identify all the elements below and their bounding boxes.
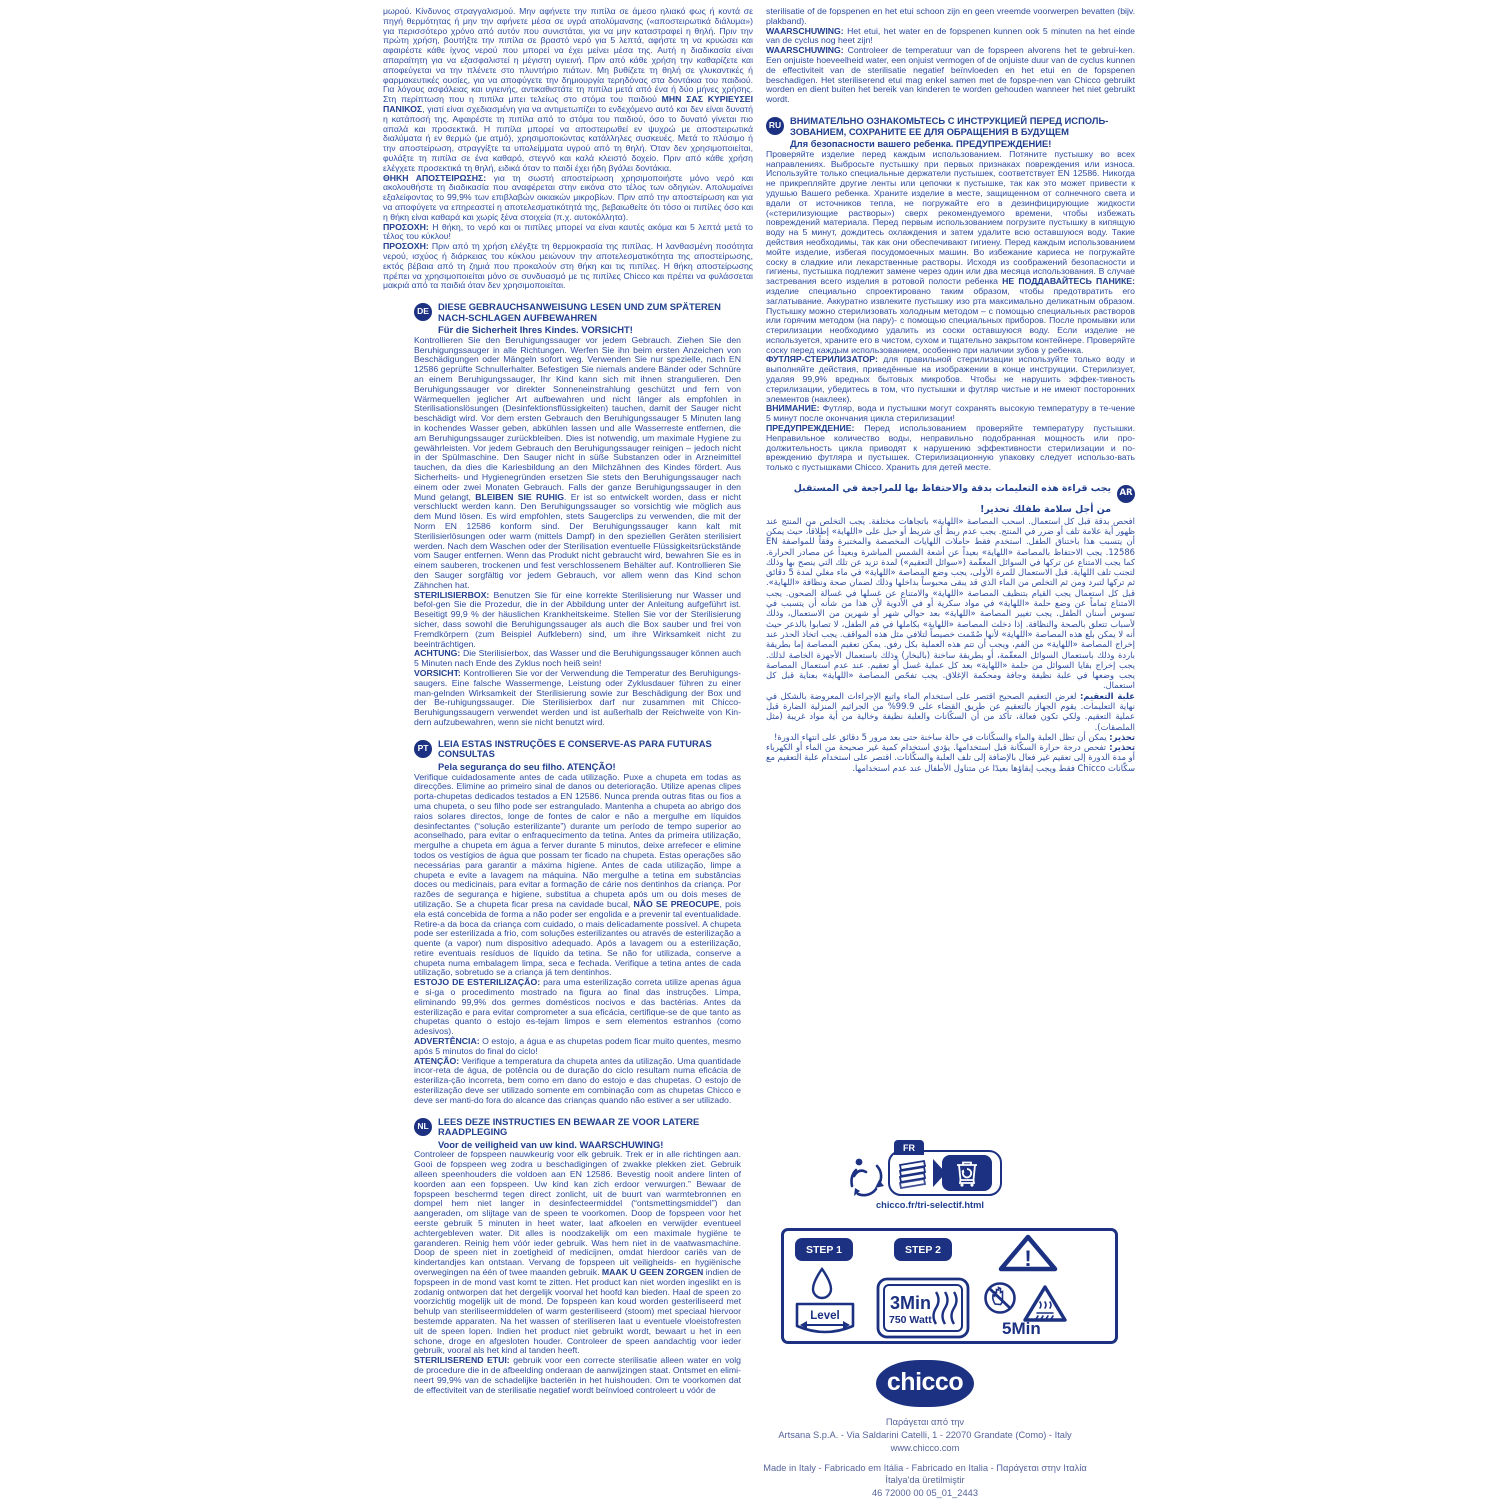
svg-text:Level: Level xyxy=(810,1310,840,1322)
section-de xyxy=(414,302,741,728)
cooldown-time-label: 5Min xyxy=(1002,1319,1041,1338)
nlc-paragraph-2: WAARSCHUWING: Controleer de temperatuur van de fopspeen alvorens het te gebrui-ken. Een onjuiste hoeveelheid water, een onjuist vermogen of de onjuiste duur van de cyclus kunnen de effectiviteit van de sterilisatie negatief beïnvloeden en het etui en de fopspenen beschadigen. Het steriliserend etui mag enkel samen met de fopspe-nen van Chicco gebruikt worden en dient buiten het bereik van kinderen te worden gehouden wanneer het niet gebruikt wordt. xyxy=(766,45,1135,105)
warning-triangle-icon xyxy=(997,1233,1059,1273)
de-paragraph-3-label: VORSICHT: xyxy=(414,667,461,678)
ar-subtitle: من أجل سلامة طفلك تحذير! xyxy=(980,504,1111,516)
nlc-paragraph-0: sterilisatie of de fopspenen en het etui schoon zijn en geen vreemde voorwerpen bevatten (bijv. plakband). xyxy=(766,6,1135,26)
svg-text:!: ! xyxy=(1024,1246,1032,1271)
ru-paragraph-3: ПРЕДУПРЕЖДЕНИЕ: Перед использованием проверяйте температуру пустышки. Неправильное количество воды, неправильно подобранная мощность или про-должительность цикла приводят к нарушению эффективности стерилизации и по-вреждению футляра и пустышек. Стерилизационную упаковку следует использо-вать только с пустышками Chicco. Хранить для детей месте. xyxy=(766,423,1136,473)
nlc-paragraph-1: WAARSCHUWING: Het etui, het water en de fopspenen kunnen ook 5 minuten na het einde van de cyclus nog heet zijn! xyxy=(766,25,1135,46)
manufacturer-address: Artsana S.p.A. - Via Saldarini Catelli, 1 - 22070 Grandate (Como) - Italy xyxy=(778,1430,1072,1440)
sterilization-steps-box xyxy=(781,1228,1118,1344)
pt-paragraph-1-label: ESTOJO DE ESTERILIZAÇÃO: xyxy=(414,977,541,988)
nlc-paragraph-2-label: WAARSCHUWING: xyxy=(766,45,844,56)
hot-surface-icon xyxy=(1022,1284,1068,1324)
el-paragraph-3-label: ΠΡΟΣΟΧΗ: xyxy=(383,241,429,252)
nl-paragraph-1: STERILISEREND ETUI: gebruik voor een correcte sterilisatie alleen water en volg de procedure die in de afbeelding onderaan de aanwijzingen staat. Ontsmet en elimi-neert 99,9% van de schadelijke bacteriën in het huishouden. Om te voorkomen dat de effectiviteit van de sterilisatie negatief wordt beïnvloed controleert u vóór de xyxy=(414,1355,742,1395)
de-paragraph-1-label: STERILISIERBOX: xyxy=(414,589,490,600)
ar-paragraph-2: تحذير: يمكن أن تظل العلبة والماء والسكّانات في حالة ساخنة حتى بعد مرور 5 دقائق على انتهاء الدورة! xyxy=(773,731,1135,742)
el-paragraph-1-label: ΘΗΚΗ ΑΠΟΣΤΕΙΡΩΣΗΣ: xyxy=(383,172,487,183)
nlc-paragraph-1-label: WAARSCHUWING: xyxy=(766,25,844,36)
pt-section-header xyxy=(414,739,741,760)
section-nlc xyxy=(766,7,1135,105)
ru-paragraph-0: Проверяйте изделие перед каждым использованием. Потяните пустышку во всех направлениях. Выбросьте пустышку при первых признаках повреждения или износа. Используйте только специальные держатели пустышек, соответствует EN 12586. Никогда не прикрепляйте другие ленты или цепочки к пустышке, так как это может привести к удушью Вашего ребенка. Храните изделие в месте, защищенном от солнечного света и вдали от источников тепла, не погружайте его в дезинфицирующие жидкости («стерилизующие растворы») сверх рекомендуемого времени, чтобы избежать повреждений материала. Перед первым использованием погрузите пустышку в кипящую воду на 5 минут, дождитесь охлаждения и затем удалите всю оставшуюся воду. Такие действия необходимы, так как они обеспечивают гигиену. Перед каждым использованием мойте изделие, избегая посудомоечных машин. Во избежание кариеса не погружайте соску в сладкие или лекарственные растворы. Исходя из соображений безопасности и гигиены, пустышка подлежит замене через один или два месяца использования. В случае застревания всего изделия в ротовой полости ребенка НЕ ПОДДАВАЙТЕСЬ ПАНИКЕ: изделие специально спроектировано таким образом, чтобы предотвратить его заглатывание. Аккуратно извлеките пустышку изо рта максимально деликатным образом. Пустышку можно стерилизовать холодным методом – с помощью специальных растворов или горячим методом (на пару)- с помощью специальных приборов. После промывки или стерилизации необходимо удалить из соски оставшуюся воду. Если изделие не используется, храните его в чистом, сухом и тщательно закрытом контейнере. Проверяйте соску перед каждым использованием, особенно при наличии зубов у ребенка. xyxy=(766,148,1135,355)
microwave-icon xyxy=(876,1277,970,1339)
pt-paragraph-2: ADVERTÊNCIA: O estojo, a água e as chupetas podem ficar muito quentes, mesmo após 5 minutos do final do ciclo! xyxy=(414,1036,741,1056)
bin-icon xyxy=(954,1159,980,1187)
ru-language-badge: RU xyxy=(766,117,784,135)
ar-paragraph-1: علبة التعقيم: لغرض التعقيم الصحيح اقتصر على استخدام الماء واتبع الإجراءات المعروضة بالشكل في نهاية التعليمات. يقوم الجهاز بالتعقيم عن طريق القضاء على 99.9% من الجراثيم المنزلية الضارة قبل عملية التعقيم. ولكي تكون فعالة، تأكد من أن السكّانات والعلبة نظيفة وخالية من أية مواد غريبة (مثل الملصقات). xyxy=(766,690,1135,732)
fr-sorting-icon xyxy=(888,1150,1002,1196)
nl-title: LEES DEZE INSTRUCTIES EN BEWAAR ZE VOOR LATERE RAADPLEGING xyxy=(438,1115,700,1138)
section-el xyxy=(383,7,753,291)
pt-paragraph-2-label: ADVERTÊNCIA: xyxy=(414,1036,480,1047)
svg-text:750 Watt: 750 Watt xyxy=(889,1314,932,1326)
ar-section-header xyxy=(766,484,1135,503)
ru-paragraph-2: ВНИМАНИЕ: Футляр, вода и пустышки могут сохранять высокую температуру в те-чение 5 минут после окончания цикла стерилизации! xyxy=(766,403,1135,424)
section-ar xyxy=(766,484,1135,773)
ar-paragraph-1-label: علبة التعقيم: xyxy=(1080,690,1135,701)
pt-paragraph-3-label: ATENÇÃO: xyxy=(414,1055,460,1066)
de-title: DIESE GEBRAUCHSANWEISUNG LESEN UND ZUM SPÄTEREN NACH-SCHLAGEN AUFBEWAHREN xyxy=(438,301,721,323)
step2-badge: STEP 2 xyxy=(894,1238,952,1261)
nl-paragraph-0: Controleer de fopspeen nauwkeurig voor elk gebruik. Trek er in alle richtingen aan. Gooi de fopspeen weg zodra u beschadigingen of zwakke plekken ziet. Gebruik alleen speenhouders die voldoen aan EN 12586. Bevestig nooit andere linten of koorden aan een fopspeen. Uw kind kan zich erdoor verwurgen.” Bewaar de fopspeen beschermd tegen direct zonlicht, uit de buurt van warmtebronnen en dompel hem niet langer in desinfecteermiddel (“ontsmettingsmiddel”) dan aangeraden, om slijtage van de speen te voorkomen. Doop de fopspeen voor het eerste gebruik 5 minuten in heet water, laat afkoelen en verwijder eventueel achtergebleven water. Dit alles is noodzakelijk om een maximale hygiëne te garanderen. Reinig hem vóór ieder gebruik. Was hem niet in de vaatwasmachine. Doop de speen niet in zoetigheid of medicijnen, omdat hierdoor cariës van de kindertandjes kan ontstaan. Vervang de fopspeen uit veiligheids- en hygiënische overwegingen na één of twee maanden gebruik. MAAK U GEEN ZORGEN indien de fopspeen in de mond vast komt te zitten. Het product kan niet worden ingeslikt en is zodanig ontworpen dat het dergelijk voorval het hoofd kan bieden. Haal de speen zo voorzichtig mogelijk uit de mond. De fopspeen kan koud worden gesteriliseerd met behulp van steriliseermiddelen of warm gesteriliseerd (stoom) met speciaal hiervoor bestemde apparaten. Na het wassen of steriliseren laat u eventuele vloeistofresten uit de speen lopen. Indien het product niet gebruikt wordt, bewaart u het in een schone, droge en afgesloten houder. Controleer de speen aandachtig voor ieder gebruik, vooral als het kind al tanden heeft. xyxy=(414,1149,741,1356)
el-paragraph-2-label: ΠΡΟΣΟΧΗ: xyxy=(383,221,429,232)
de-subtitle: Für die Sicherheit Ihres Kindes. VORSICHT! xyxy=(438,324,633,336)
ar-paragraph-3: تحذير: تفحص درجة حرارة السكّانة قبل استخدامها. يؤدي استخدام كمية غير صحيحة من الماء أو الكهرباء أو مدة الدورة إلى تعقيم غير فعال بالإضافة إلى تلف العلبة والسكّانات. اقتصر على استخدام علبة التعقيم مع سكّانات Chicco فقط ويجب إبقاؤها بعيدًا عن متناول الأطفال عند عدم استخدامها. xyxy=(766,742,1135,773)
nl-section-header xyxy=(414,1117,741,1138)
ar-title: يجب قراءة هذه التعليمات بدقة والاحتفاظ بها للمراجعة في المستقبل xyxy=(793,483,1111,495)
de-paragraph-3: VORSICHT: Kontrollieren Sie vor der Verwendung die Temperatur des Beruhigungs-saugers. Eine falsche Wassermenge, Leistung oder Zyklusdauer führen zu einer man-gelnden Wirksamkeit der Sterilisierung sowie zur Beschädigung der Box und der Be-ruhigungssauger. Die Sterilisierbox darf nur zusammen mit Chicco-Beruhigungssaugern verwendet werden und ist außerhalb der Reichweite von Kin-dern aufzubewahren, wenn sie nicht benutzt wird. xyxy=(414,667,741,727)
ru-paragraph-3-label: ПРЕДУПРЕЖДЕНИЕ: xyxy=(766,423,855,434)
leaflet-icon xyxy=(895,1157,929,1189)
ru-title: ВНИМАТЕЛЬНО ОЗНАКОМЬТЕСЬ С ИНСТРУКЦИЕЙ ПЕРЕД ИСПОЛЬ-ЗОВАНИЕМ, СОХРАНИТЕ ЕЕ ДЛЯ ОБРАЩЕНИЯ В БУДУЩЕМ xyxy=(790,114,1109,137)
section-ru xyxy=(766,116,1135,473)
de-language-badge: DE xyxy=(414,303,432,321)
no-touch-icon xyxy=(983,1281,1017,1315)
el-paragraph-1: ΘΗΚΗ ΑΠΟΣΤΕΙΡΩΣΗΣ: για τη σωστή αποστείρωση χρησιμοποιήστε μόνο νερό και ακολουθήστε τη διαδικασία που αναφέρεται στην εικόνα στο τέλος των οδηγιών. Απολυμαίνει εξαλείφοντας το 99,9% των επιβλαβών οικιακών μικροβίων. Πριν από την αποστείρωση και για να αποφύγετε να επηρεαστεί η αποτελεσματικότητά της, βεβαιωθείτε ότι τόσο οι πιπίλες όσο και η θήκη είναι καθαρά και χωρίς ξένα στοιχεία (π.χ. αυτοκόλλητα). xyxy=(383,172,753,222)
made-in-line-1: Made in Italy - Fabricado em Itália - Fabricado en Italia - Παράγεται στην Ιταλία xyxy=(763,1463,1087,1473)
pt-paragraph-1: ESTOJO DE ESTERILIZAÇÃO: para uma esterilização correta utilize apenas água e si-ga o procedimento mostrado na figura ao final das instruções. Limpa, eliminando 99,9% dos germes domésticos nocivos e das bactérias. Antes da esterilização e para evitar comprometer a sua eficácia, certifique-se de que tanto as chupetas quanto o estojo es-tejam limpos e sem elementos estranhos (como adesivos). xyxy=(414,977,742,1037)
product-code: 46 72000 00 05_01_2443 xyxy=(872,1488,978,1498)
ru-section-header xyxy=(766,116,1135,137)
nl-paragraph-1-label: STERILISEREND ETUI: xyxy=(414,1355,510,1366)
el-paragraph-2: ΠΡΟΣΟΧΗ: Η θήκη, το νερό και οι πιπίλες μπορεί να είναι καυτές ακόμα και 5 λεπτά μετά το τέλος του κύκλου! xyxy=(383,221,753,242)
pt-paragraph-3: ATENÇÃO: Verifique a temperatura da chupeta antes da utilização. Uma quantidade incor-reta de água, de potência ou de duração do ciclo resultam numa eficácia de esteriliza-ção incorreta, bem como em dano do estojo e das chupetas. O estojo de esterilização deve ser utilizado somente em combinação com as chupetas Chicco e deve ser manti-do fora do alcance das crianças quando não estiver a ser utilizado. xyxy=(414,1055,741,1105)
made-by-line: Παράγεται από την xyxy=(885,1417,965,1427)
de-paragraph-0: Kontrollieren Sie den Beruhigungssauger vor jedem Gebrauch. Ziehen Sie den Beruhigungssauger in alle Richtungen. Werfen Sie ihn beim ersten Anzeichen von Beschädigungen oder Mängeln sofort weg. Verwenden Sie nur spezielle, nach EN 12586 geprüfte Schnullerhalter. Befestigen Sie niemals andere Bänder oder Schnüre an einem Beruhigungssauger, Ihr Kind kann sich mit ihnen strangulieren. Den Beruhigungssauger vor direkter Sonneneinstrahlung geschützt und fern von Wärmequellen jeglicher Art aufbewahren und nicht länger als empfohlen in Sterilisationslösungen (Desinfektionsflüssigkeiten) tauchen, damit der Sauger nicht beschädigt wird. Vor dem ersten Gebrauch den Beruhigungssauger 5 Minuten lang in kochendes Wasser geben, abkühlen lassen und alle Wasserreste entfernen, die am Beruhigungssauger zurückbleiben. Dies ist notwendig, um maximale Hygiene zu gewährleisten. Vor jedem Gebrauch den Beruhigungssauger reinigen – jedoch nicht in der Spülmaschine. Den Sauger nicht in süße Substanzen oder in Arzneimittel tauchen, da dies die Kariesbildung an den Milchzähnen des Kindes fördert. Aus Sicherheits- und Hygienegründen ersetzen Sie stets den Beruhigungssauger nach einem oder zwei Monaten Gebrauch. Falls der ganze Beruhigungssauger in den Mund gelangt, BLEIBEN SIE RUHIG. Er ist so entwickelt worden, dass er nicht verschluckt werden kann. Den Beruhigungssauger so vorsichtig wie möglich aus dem Mund lösen. Es wird empfohlen, stets Saugerclips zu verwenden, die mit der Norm EN 12586 konform sind. Der Beruhigungssauger kann kalt mit Sterilisierlösungen oder warm (mittels Dampf) in den speziellen Geräten sterilisiert werden. Nach dem Waschen oder der Sterilisation eventuelle Flüssigkeitsrückstände vom Sauger entfernen. Wenn das Produkt nicht gebraucht wird, bewahren Sie es in einem sauberen, trockenen und fest verschlossenem Behälter auf. Kontrollieren Sie den Sauger sorgfältig vor jedem Gebrauch, vor allem wenn das Kind schon Zähnchen hat. xyxy=(414,334,741,590)
made-in-line-2: İtalya'da üretilmiştir xyxy=(885,1475,965,1485)
de-section-header xyxy=(414,302,741,323)
ru-paragraph-2-label: ВНИМАНИЕ: xyxy=(766,403,820,414)
pt-title: LEIA ESTAS INSTRUÇÕES E CONSERVE-AS PARA FUTURAS CONSULTAS xyxy=(438,737,712,760)
ar-paragraph-0: افحص بدقة قبل كل استعمال. اسحب المصاصة «اللهاية» باتجاهات مختلفة. يجب التخلص من المنتج عند ظهور أية علامة تلف أو ضرر في المنتج. يجب عدم ربط أي شريط أو حبل على «اللهاية» إطلاقاً، حيث يمكن أن يتسبب هذا باختناق الطفل. استخدم فقط حاملات اللهايات المخصصة والمختبرة وفقاً للمواصفة EN 12586. يجب الاحتفاظ بالمصاصة «اللهاية» بعيداً عن أشعة الشمس المباشرة وبعيداً عن مصادر الحرارة. كما يجب الامتناع عن تركها في السوائل المعقّمة («سوائل التعقيم») لمدة تزيد عن تلك التي ينصح بها وذلك لتجنب تلف اللهاية. قبل الاستعمال للمرة الأولى، يجب وضع المصاصة «اللهاية» في ماء مغلي لمدة 5 دقائق ثم تركها لتبرد ومن ثم التخلص من الماء الذي قد يبقى محبوساً بداخلها وذلك لضمان صحة ونظافة «اللهاية». قبل كل استعمال يجب القيام بتنظيف المصاصة «اللهاية» والامتناع عن غسلها في غسالة الصحون. يجب الامتناع تماماً عن وضع حلمة «اللهاية» في مواد سكرية أو في الأدوية لأن هذا من شأنه أن يتسبب في تسوس أسنان الطفل. يجب تغيير المصاصة «اللهاية» بعد حوالي شهر أو شهرين من الاستعمال، وذلك لأسباب تتعلق بالصحة والنظافة. إذا دخلت المصاصة «اللهاية» بكاملها في فم الطفل، لا تصابوا بالذعر حيث أنه لا يمكن بلع هذه المصاصة «اللهاية» لأنها صُمّمت خصيصاً لتلافي مثل هذه المواقف. يجب اتخاذ الحذر عند إخراج المصاصة «اللهاية» من الفم، ويجب أن تتم هذه العملية بكل رفق. يمكن تعقيم المصاصة إما بطريقة باردة وذلك باستعمال السوائل المعقّمة، أو بطريقة ساخنة (بالبخار) وذلك باستعمال الأجهزة الخاصة لذلك. يجب إخراج بقايا السوائل من حلمة «اللهاية» بعد كل عملية غسل أو تعقيم. عند عدم استعمال المصاصة يجب وضعها في علبة نظيفة وجافة ومحكمة الإغلاق. يجب تفحّص المصاصة «اللهاية» بعناية قبل كل استعمال. xyxy=(766,515,1135,691)
ar-language-badge: AR xyxy=(1117,485,1135,503)
section-pt xyxy=(414,739,741,1106)
triman-recycle-icon xyxy=(846,1152,884,1198)
de-paragraph-1: STERILISIERBOX: Benutzen Sie für eine korrekte Sterilisierung nur Wasser und befol-gen Sie die Prozedur, die in der Abbildung unter der Anleitung aufgeführt ist. Beseitigt 99,9 % der häuslichen Krankheitskeime. Stellen Sie vor der Sterilisierung sicher, dass sowohl die Beruhigungssauger als auch die Box sauber und frei von Fremdkörpern (zum Beispiel Aufklebern) sind, um ihre Wirksamkeit nicht zu beeinträchtigen. xyxy=(414,589,741,649)
ru-paragraph-1-label: ФУТЛЯР-СТЕРИЛИЗАТОР: xyxy=(766,354,878,365)
ar-paragraph-3-label: تحذير: xyxy=(1109,742,1135,753)
section-nl xyxy=(414,1117,741,1396)
right-text-column xyxy=(766,7,1135,773)
pt-paragraph-0: Verifique cuidadosamente antes de cada utilização. Puxe a chupeta em todas as direcções. Elimine ao primeiro sinal de danos ou deterioração. Utilize apenas clipes porta-chupetas dedicados testados a EN 12586. Nunca prenda outras fitas ou fios a uma chupeta, o seu filho pode ser estrangulado. Mantenha a chupeta ao abrigo dos raios solares directos, longe de fontes de calor e não a mergulhe em líquidos desinfectantes (“solução esterilizante”) durante um período de tempo superior ao aconselhado, para evitar o enfraquecimento da tetina. Antes da primeira utilização, mergulhe a chupeta em água a ferver durante 5 minutos, deixe arrefecer e elimine todos os vestígios de água que possam ter ficado na chupeta. Estas operações são necessárias para garantir a máxima higiene. Antes de cada utilização, limpe a chupeta e evite a lavagem na máquina. Não mergulhe a tetina em substâncias doces ou medicinais, para evitar a formação de cárie nos dentinhos da criança. Por razões de segurança e higiene, substitua a chupeta após um ou dois meses de utilização. Se a chupeta ficar presa na cavidade bucal, NÃO SE PREOCUPE, pois ela está concebida de forma a não poder ser engolida e a prevenir tal eventualidade. Retire-a da boca da criança com cuidado, o mais delicadamente possível. A chupeta pode ser esterilizada a frio, com soluções esterilizantes ou através de esterilização a quente (a vapor) num dispositivo adequado. Após a lavagem ou a esterilização, retire eventuais resíduos de líquido da tetina. Se não for utilizada, conserve a chupeta numa embalagem limpa, seca e fechada. Verifique a tetina antes de cada utilização, sobretudo se a criança já tem dentinhos. xyxy=(414,771,742,978)
water-drop-icon xyxy=(810,1267,834,1301)
bin-badge xyxy=(942,1155,992,1191)
pt-language-badge: PT xyxy=(414,740,432,758)
fr-country-tab: FR xyxy=(894,1140,924,1155)
ru-paragraph-1: ФУТЛЯР-СТЕРИЛИЗАТОР: для правильной стерилизации используйте только воду и выполняйте действия, приведённые на изображении в конце инструкции. Стерилизует, удаляя 99,9% вредных бытовых микробов. Чтобы не нарушить эффек-тивность стерилизации, убедитесь в том, что пустышки и футляр чистые и не имеют посторонних элементов (наклеек). xyxy=(766,354,1135,404)
pt-subtitle: Pela segurança do seu filho. ATENÇÃO! xyxy=(438,760,616,772)
step1-badge: STEP 1 xyxy=(795,1238,853,1261)
nl-language-badge: NL xyxy=(414,1118,432,1136)
svg-text:3Min: 3Min xyxy=(890,1293,932,1313)
nl-subtitle: Voor de veiligheid van uw kind. WAARSCHUWING! xyxy=(438,1138,664,1150)
el-paragraph-3: ΠΡΟΣΟΧΗ: Πριν από τη χρήση ελέγξτε τη θερμοκρασία της πιπίλας. Η λανθασμένη ποσότητα νερού, ισχύος ή διάρκειας του κύκλου μειώνουν την αποτελεσματικότητα της αποστείρωσης, εκτός βέβαια από τη ζημιά που προκαλούν στη θήκη και τις πιπίλες. Η θήκη αποστείρωσης πρέπει να χρησιμοποιείται μόνο σε συνδυασμό με τις πιπίλες Chicco και πρέπει να φυλάσσεται μακριά από τα παιδιά όταν δεν χρησιμοποιείται. xyxy=(383,241,753,291)
level-icon xyxy=(794,1301,856,1339)
heat-waves-icon xyxy=(934,1292,957,1324)
left-text-column xyxy=(383,7,753,1497)
recycling-url: chicco.fr/tri-selectif.html xyxy=(876,1200,984,1210)
de-paragraph-2-label: ACHTUNG: xyxy=(414,648,461,659)
ru-subtitle: Для безопасности вашего ребенка. ПРЕДУПРЕЖДЕНИЕ! xyxy=(790,138,1052,150)
website-url: www.chicco.com xyxy=(890,1443,960,1453)
ar-paragraph-2-label: تحذير: xyxy=(1109,731,1135,742)
chicco-logo: chicco xyxy=(876,1360,974,1407)
de-paragraph-2: ACHTUNG: Die Sterilisierbox, das Wasser und die Beruhigungssauger können auch 5 Minuten nach Ende des Zyklus noch heiß sein! xyxy=(414,648,741,669)
el-paragraph-0: μωρού. Κίνδυνος στραγγαλισμού. Μην αφήνετε την πιπίλα σε άμεσο ηλιακό φως ή κοντά σε πηγή θερμότητας ή μην την αφήνετε μέσα σε υγρά απολύμανσης («αποστειρωτικά διάλυμα») για περισσότερο χρόνο από αυτόν που συνιστάται, για να μην καταστραφεί η θηλή. Πριν την πρώτη χρήση, βουτήξτε την πιπίλα σε βραστό νερό για 5 λεπτά, αφήστε τη να κρυώσει και αφαιρέστε κάθε ίχνος νερού που μπορεί να έχει μείνει μέσα της. Αυτή η διαδικασία είναι απαραίτητη για να εξασφαλιστεί η μέγιστη υγιεινή. Πριν από κάθε χρήση την καθαρίζετε και αποφεύγεται να την πλένετε στο πλυντήριο πιάτων. Μη βυθίζετε τη θηλή σε γλυκαντικές ή φαρμακευτικές ουσίες, για να αποφύγετε την δημιουργία τερηδόνας στα δοντάκια του παιδιού. Για λόγους ασφάλειας και υγιεινής, αντικαθιστάτε τη πιπίλα μετά από ένα ή δύο μήνες χρήσης. Στη περίπτωση που η πιπίλα μπει τελείως στο στόμα του παιδιού ΜΗΝ ΣΑΣ ΚΥΡΙΕΥΣΕΙ ΠΑΝΙΚΟΣ, γιατί είναι σχεδιασμένη για να αντιμετωπίζει το ενδεχόμενο αυτό και δεν είναι δυνατή η κατάποσή της. Αφαιρέστε τη πιπίλα από το στόμα του παιδιού, όσο το δυνατό γίνεται πιο απαλά και προσεκτικά. Η πιπίλα μπορεί να αποστειρωθεί εν ψυχρώ με αποστειρωτικά διαλύματα ή εν θερμώ (με ατμό), χρησιμοποιώντας κατάλληλες συσκευές. Μετά το πλύσιμο ή την αποστείρωση, στραγγίξτε τα υπολείμματα υγρού από τη θηλή. Όταν δεν χρησιμοποιείται, φυλάξτε τη πιπίλα σε ένα καθαρό, στεγνό και καλά κλειστό δοχείο. Πριν από κάθε χρήση ελέγχετε προσεκτικά τη θηλή, ειδικά όταν το παιδί έχει ήδη βγάλει δοντάκια. xyxy=(383,7,753,173)
